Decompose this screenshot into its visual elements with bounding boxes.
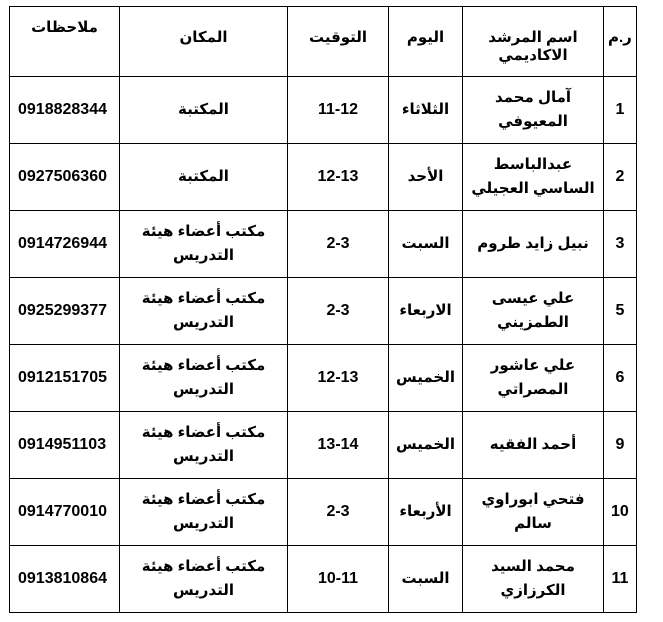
cell-day: الاربعاء — [389, 278, 463, 345]
table-row — [10, 479, 637, 546]
cell-name: علي عاشور المصراتي — [463, 345, 604, 412]
cell-time: 2-3 — [288, 479, 389, 546]
table-header-row — [10, 7, 637, 77]
cell-place: مكتب أعضاء هيئة التدريس — [120, 479, 288, 546]
header-num: ر.م — [604, 7, 637, 77]
cell-time: 10-11 — [288, 546, 389, 613]
cell-place: مكتب أعضاء هيئة التدريس — [120, 546, 288, 613]
cell-notes: 0918828344 — [10, 77, 120, 144]
cell-day: الأربعاء — [389, 479, 463, 546]
cell-name: نبيل زايد طروم — [463, 211, 604, 278]
table-row — [10, 211, 637, 278]
header-time: التوقيت — [288, 7, 389, 77]
advisors-schedule-sheet — [9, 6, 637, 613]
header-name: اسم المرشد الاكاديمي — [463, 7, 604, 77]
cell-time: 2-3 — [288, 211, 389, 278]
cell-num: 6 — [604, 345, 637, 412]
cell-place: المكتبة — [120, 144, 288, 211]
cell-num: 9 — [604, 412, 637, 479]
table-row — [10, 144, 637, 211]
cell-day: الأحد — [389, 144, 463, 211]
cell-day: الخميس — [389, 412, 463, 479]
table-row — [10, 412, 637, 479]
cell-notes: 0912151705 — [10, 345, 120, 412]
cell-time: 12-13 — [288, 345, 389, 412]
cell-notes: 0914726944 — [10, 211, 120, 278]
cell-time: 11-12 — [288, 77, 389, 144]
header-place: المكان — [120, 7, 288, 77]
cell-day: السبت — [389, 211, 463, 278]
cell-notes: 0925299377 — [10, 278, 120, 345]
cell-name: عبدالباسط الساسي العجيلي — [463, 144, 604, 211]
cell-name: آمال محمد المعيوفي — [463, 77, 604, 144]
cell-num: 1 — [604, 77, 637, 144]
advisors-table — [9, 6, 637, 613]
cell-notes: 0914951103 — [10, 412, 120, 479]
cell-place: مكتب أعضاء هيئة التدريس — [120, 278, 288, 345]
cell-place: مكتب أعضاء هيئة التدريس — [120, 211, 288, 278]
header-notes: ملاحظات — [10, 7, 120, 77]
cell-num: 11 — [604, 546, 637, 613]
table-row — [10, 546, 637, 613]
header-day: اليوم — [389, 7, 463, 77]
cell-place: مكتب أعضاء هيئة التدريس — [120, 345, 288, 412]
cell-day: السبت — [389, 546, 463, 613]
cell-name: أحمد الفقيه — [463, 412, 604, 479]
cell-notes: 0914770010 — [10, 479, 120, 546]
cell-time: 13-14 — [288, 412, 389, 479]
cell-name: فتحي ابوراوي سالم — [463, 479, 604, 546]
cell-place: مكتب أعضاء هيئة التدريس — [120, 412, 288, 479]
cell-num: 3 — [604, 211, 637, 278]
cell-time: 12-13 — [288, 144, 389, 211]
cell-name: علي عيسى الطمزيني — [463, 278, 604, 345]
cell-place: المكتبة — [120, 77, 288, 144]
cell-time: 2-3 — [288, 278, 389, 345]
table-row — [10, 77, 637, 144]
cell-num: 5 — [604, 278, 637, 345]
cell-day: الثلاثاء — [389, 77, 463, 144]
cell-name: محمد السيد الكرزازي — [463, 546, 604, 613]
table-row — [10, 345, 637, 412]
cell-num: 10 — [604, 479, 637, 546]
cell-day: الخميس — [389, 345, 463, 412]
cell-notes: 0913810864 — [10, 546, 120, 613]
cell-num: 2 — [604, 144, 637, 211]
table-row — [10, 278, 637, 345]
cell-notes: 0927506360 — [10, 144, 120, 211]
